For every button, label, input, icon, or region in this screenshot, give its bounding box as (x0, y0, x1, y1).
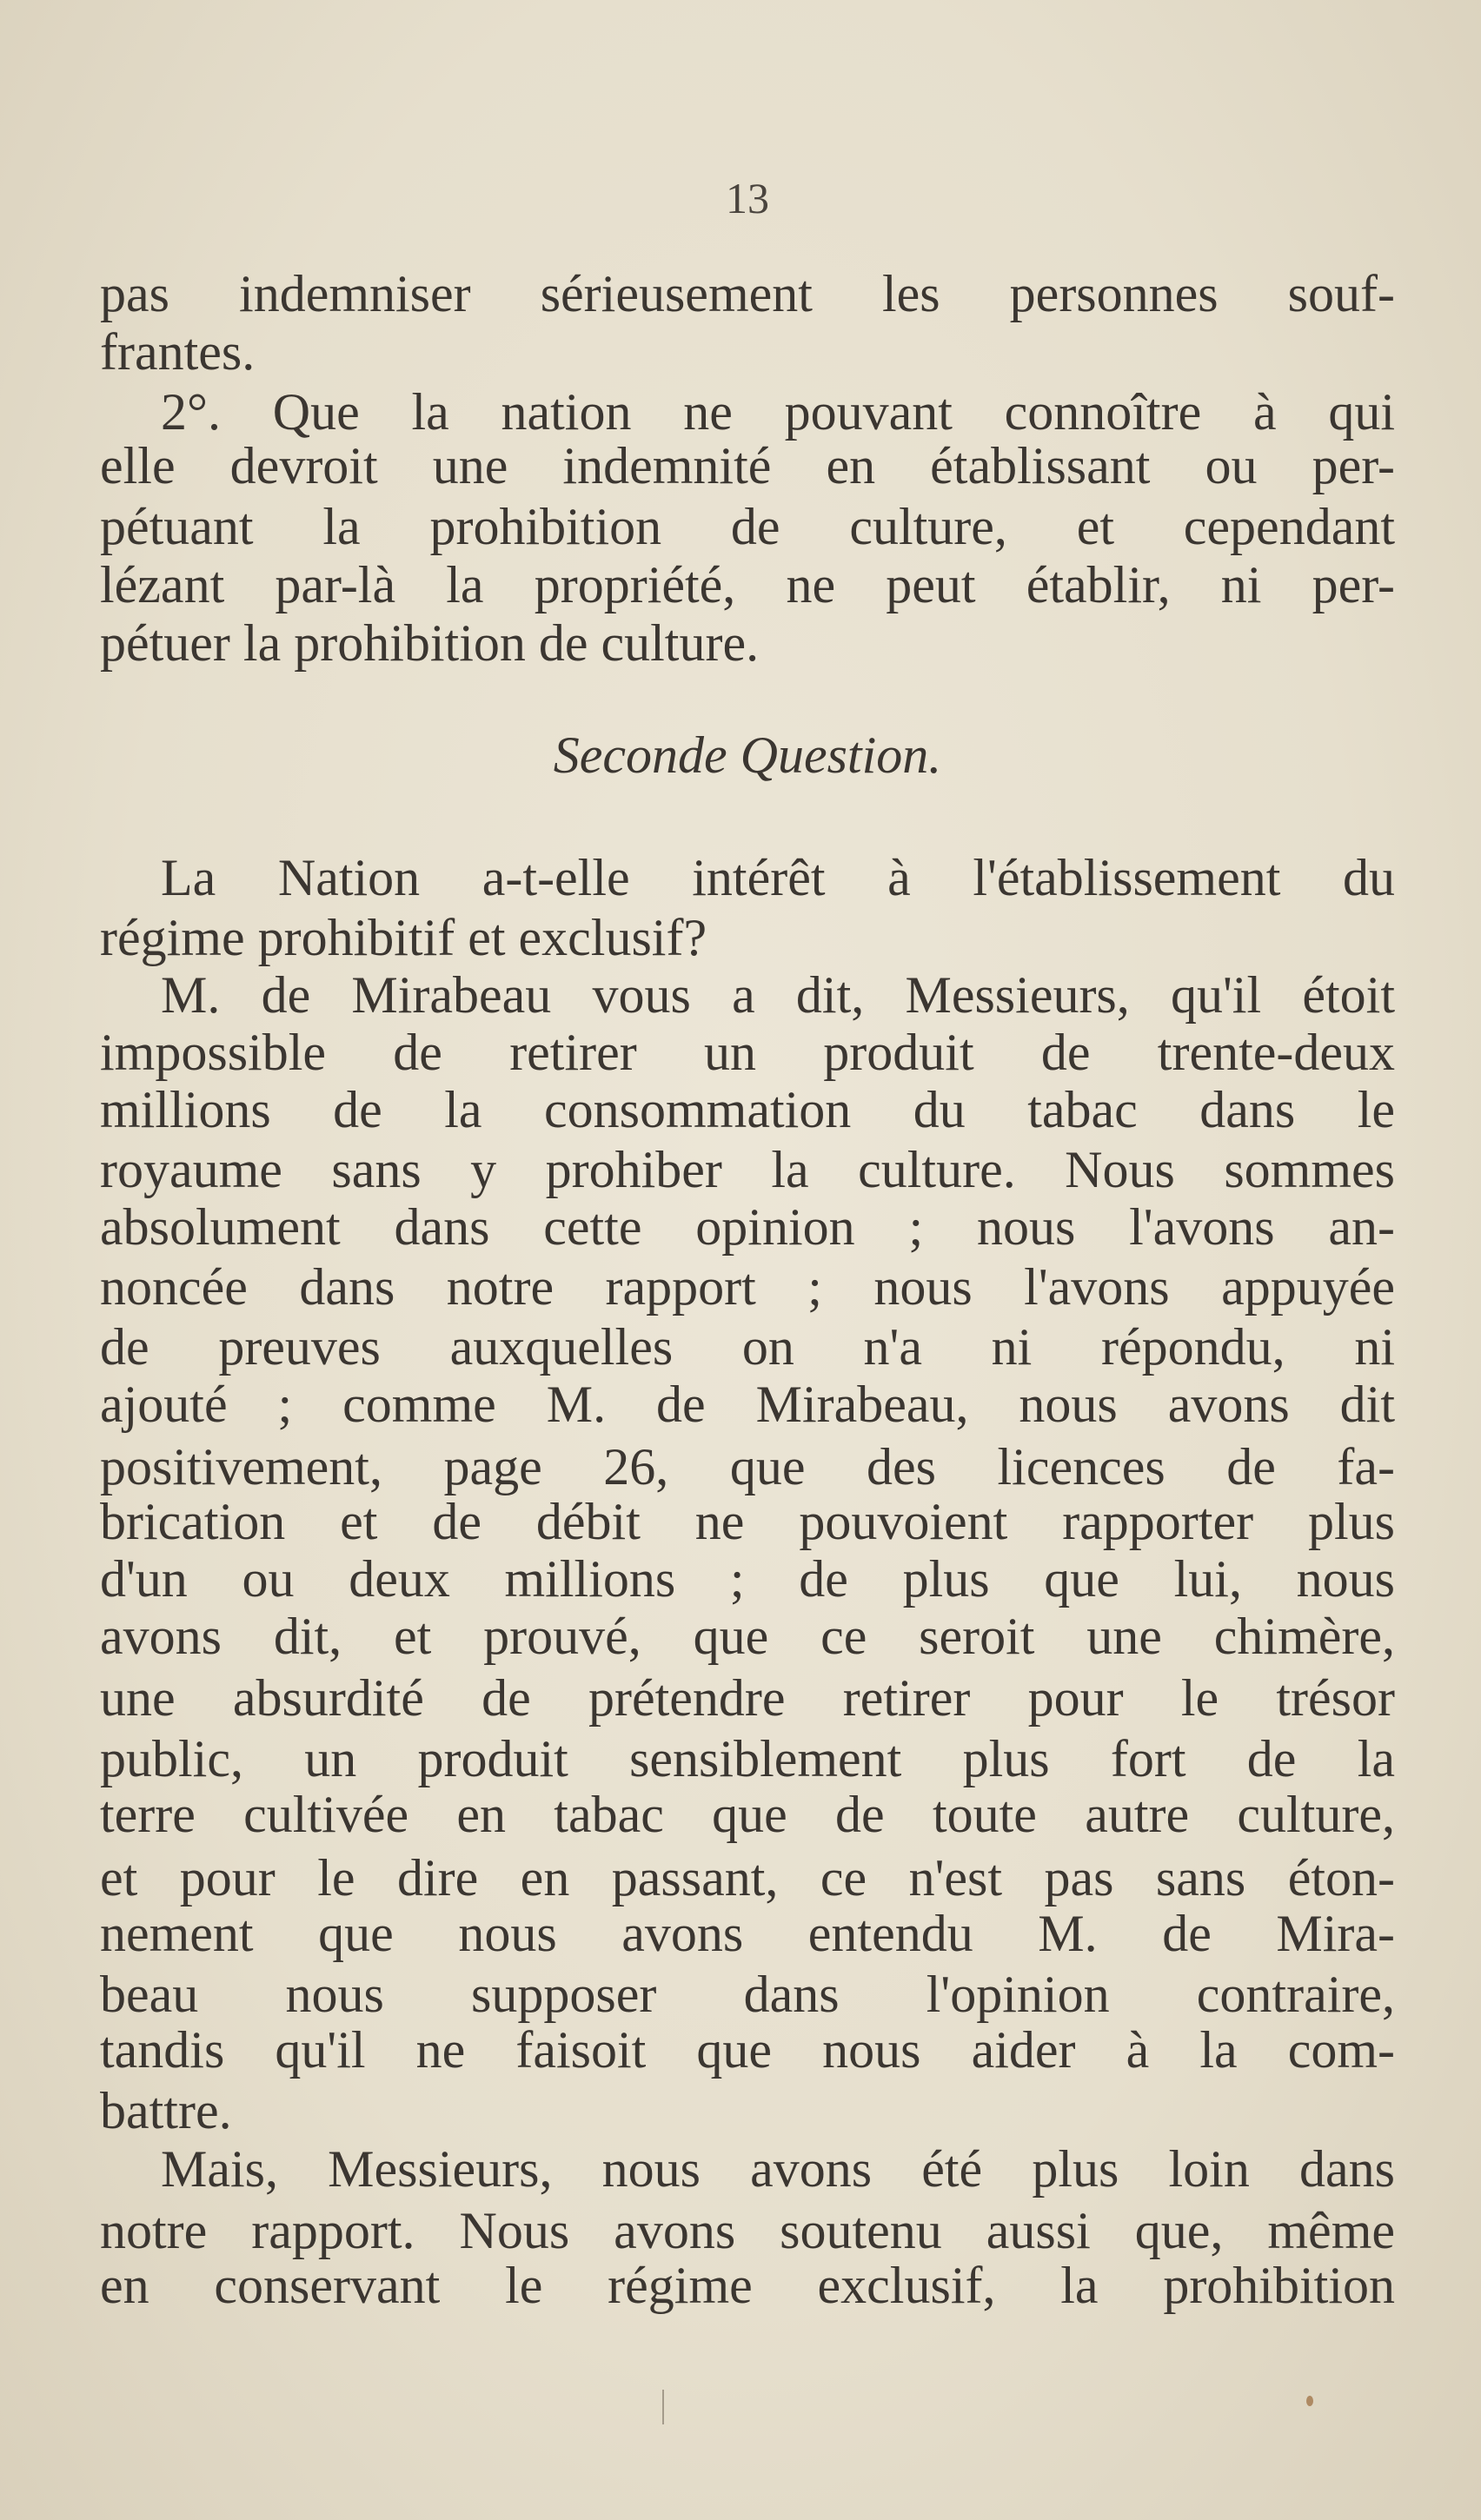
text-line: lézant par-là la propriété, ne peut établir, ni per- (100, 556, 1395, 613)
text-line: et pour le dire en passant, ce n'est pas sans éton- (100, 1849, 1395, 1907)
text-line: notre rapport. Nous avons soutenu aussi que, même (100, 2202, 1395, 2259)
section-heading: Seconde Question. (553, 726, 942, 784)
text-line: millions de la consommation du tabac dans le (100, 1081, 1395, 1138)
text-line: impossible de retirer un produit de trente-deux (100, 1024, 1395, 1081)
text-line: absolument dans cette opinion ; nous l'avons an- (100, 1198, 1395, 1256)
text-line: pétuant la prohibition de culture, et cependant (100, 498, 1395, 555)
text-line: battre. (100, 2082, 232, 2139)
text-line: La Nation a-t-elle intérêt à l'établissement du (161, 849, 1395, 906)
text-line: pas indemniser sérieusement les personnes souf- (100, 265, 1395, 322)
text-line: Mais, Messieurs, nous avons été plus loin dans (161, 2140, 1395, 2198)
text-line: régime prohibitif et exclusif? (100, 909, 707, 966)
paper-blemish (662, 2390, 664, 2424)
text-line: une absurdité de prétendre retirer pour le trésor (100, 1669, 1395, 1727)
text-line: tandis qu'il ne faisoit que nous aider à la com- (100, 2021, 1395, 2079)
text-line: terre cultivée en tabac que de toute autre culture, (100, 1786, 1395, 1843)
text-line: brication et de débit ne pouvoient rapporter plus (100, 1493, 1395, 1550)
text-line: 2°. Que la nation ne pouvant connoître à qui (161, 383, 1395, 441)
text-line: positivement, page 26, que des licences de fa- (100, 1438, 1395, 1495)
text-line: royaume sans y prohiber la culture. Nous sommes (100, 1141, 1395, 1198)
text-line: ajouté ; comme M. de Mirabeau, nous avons dit (100, 1376, 1395, 1433)
page-number: 13 (726, 174, 769, 222)
text-line: en conservant le régime exclusif, la prohibition (100, 2257, 1395, 2314)
text-line: public, un produit sensiblement plus fort de la (100, 1730, 1395, 1787)
text-line: elle devroit une indemnité en établissant ou per- (100, 437, 1395, 494)
text-line: d'un ou deux millions ; de plus que lui, nous (100, 1550, 1395, 1608)
text-line: frantes. (100, 323, 256, 381)
text-line: de preuves auxquelles on n'a ni répondu, ni (100, 1318, 1395, 1376)
text-line: M. de Mirabeau vous a dit, Messieurs, qu'il étoit (161, 966, 1395, 1024)
text-line: beau nous supposer dans l'opinion contraire, (100, 1966, 1395, 2023)
text-line: pétuer la prohibition de culture. (100, 614, 760, 672)
text-line: noncée dans notre rapport ; nous l'avons appuyée (100, 1258, 1395, 1316)
text-line: avons dit, et prouvé, que ce seroit une chimère, (100, 1608, 1395, 1665)
paper-stain (1306, 2396, 1313, 2406)
text-line: nement que nous avons entendu M. de Mira- (100, 1905, 1395, 1962)
